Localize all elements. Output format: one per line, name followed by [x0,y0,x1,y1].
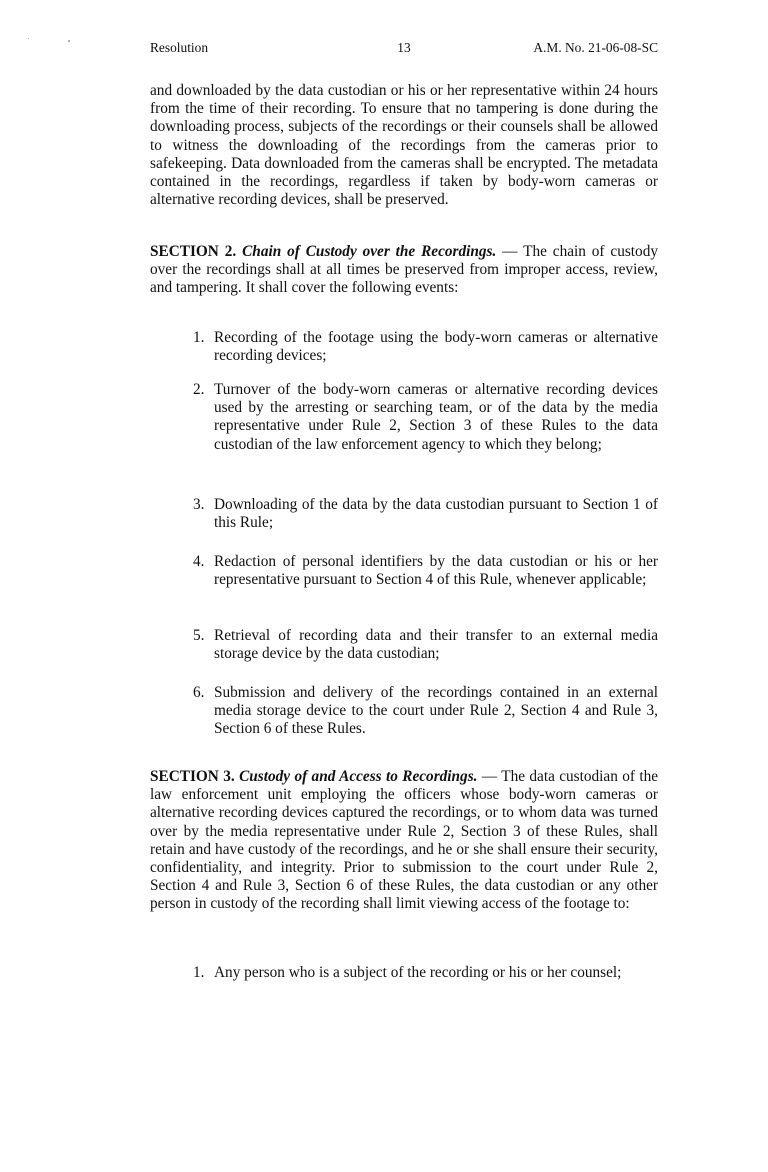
list-item-number: 4. [193,553,205,570]
section-2-paragraph [150,243,658,298]
header-document-type: Resolution [150,40,209,55]
list-item-text: Recording of the footage using the body-worn cameras or alternative recording devices; [214,329,658,365]
section-3-title: Custody of and Access to Recordings. [239,768,478,785]
scan-speck [68,40,70,42]
section-3-text: — The data custodian of the law enforcement unit employing the officers whose body-worn cameras or alternative recording devices captured the recordings, or to whom data was turned over by the media representative under Rule 2, Section 3 of these Rules, shall retain and have custody of the recordings, and he or she shall ensure their security, confidentiality, and integrity. Prior to submission to the court under Rule 2, Section 4 and Rule 3, Section 6 of these Rules, the data custodian or any other person in custody of the recording shall limit viewing access of the footage to: [150,768,659,913]
list-item [193,627,658,663]
section-3-number: SECTION 3. [150,768,235,785]
list-item [193,964,684,982]
list-item [193,381,658,454]
list-item-number: 5. [193,627,205,644]
page-header [150,40,658,60]
list-item-text: Turnover of the body-worn cameras or alternative recording devices used by the arresting or searching team, or of the data by the media representative under Rule 2, Section 3 of these Rules to the data custodian of the law enforcement agency to which they belong; [214,381,658,453]
list-item-number: 3. [193,496,205,513]
list-item [193,329,658,365]
list-item-number: 1. [193,964,205,981]
list-item-number: 1. [193,329,205,346]
scan-speck [28,38,29,39]
list-item-text: Downloading of the data by the data custodian pursuant to Section 1 of this Rule; [214,496,658,532]
page-number: 13 [397,40,411,55]
list-item-text: Retrieval of recording data and their transfer to an external media storage device by the data custodian; [214,627,658,663]
list-item [193,684,658,739]
list-item-text: Submission and delivery of the recordings contained in an external media storage device to the court under Rule 2, Section 4 and Rule 3, Section 6 of these Rules. [214,684,658,738]
list-item-text: Any person who is a subject of the recording or his or her counsel; [214,964,622,981]
header-case-number: A.M. No. 21-06-08-SC [533,40,658,55]
list-item [193,553,658,589]
list-item-number: 2. [193,381,205,398]
list-item-number: 6. [193,684,205,701]
section-2-number: SECTION 2. [150,243,237,260]
section-3-paragraph [150,768,658,914]
intro-paragraph: and downloaded by the data custodian or his or her representative within 24 hours from the time of their recording. To ensure that no tampering is done during the downloading process, subjects of the recordings or their counsels shall be allowed to witness the downloading of the recordings from the cameras prior to safekeeping. Data downloaded from the cameras shall be encrypted. The metadata contained in the recordings, regardless if taken by body-worn cameras or alternative recording devices, shall be preserved. [150,82,658,209]
list-item-text: Redaction of personal identifiers by the data custodian or his or her representative pursuant to Section 4 of this Rule, whenever applicable; [214,553,658,589]
section-2-title: Chain of Custody over the Recordings. [242,243,497,260]
list-item [193,496,658,532]
section-2-text: — The chain of custody over the recordings shall at all times be preserved from improper access, review, and tampering. It shall cover the following events: [150,243,658,297]
